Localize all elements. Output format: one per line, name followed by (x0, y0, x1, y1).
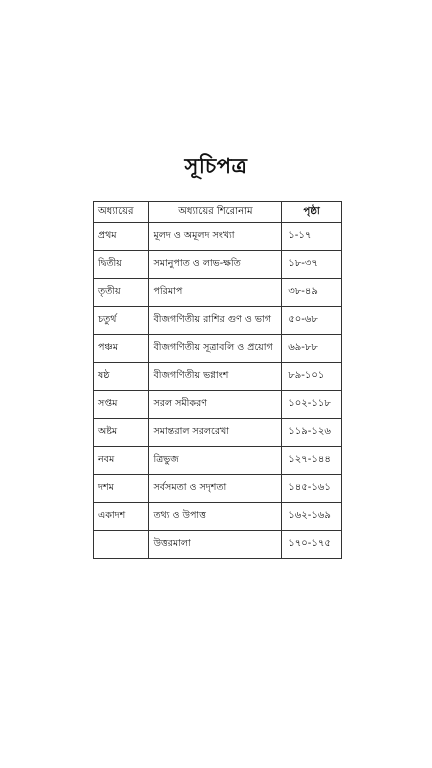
chapter-title-cell: সমান্তরাল সরলরেখা (149, 419, 282, 447)
header-chapter: অধ্যায়ের (94, 202, 149, 223)
chapter-title-cell: তথ্য ও উপাত্ত (149, 503, 282, 531)
chapter-title-cell: মূলদ ও অমূলদ সংখ্যা (149, 223, 282, 251)
chapter-cell: একাদশ (94, 503, 149, 531)
page-range-cell: ৩৮-৪৯ (282, 279, 342, 307)
chapter-title-cell: সরল সমীকরণ (149, 391, 282, 419)
chapter-cell: চতুর্থ (94, 307, 149, 335)
header-page: পৃষ্ঠা (282, 202, 342, 223)
page-range-cell: ১৪৫-১৬১ (282, 475, 342, 503)
page-range-cell: ১৭০-১৭৫ (282, 531, 342, 559)
page-range-cell: ৮৯-১০১ (282, 363, 342, 391)
chapter-cell: দশম (94, 475, 149, 503)
page-range-cell: ১৮-৩৭ (282, 251, 342, 279)
header-chapter-title: অধ্যায়ের শিরোনাম (149, 202, 282, 223)
page-range-cell: ৫০-৬৮ (282, 307, 342, 335)
page-range-cell: ৬৯-৮৮ (282, 335, 342, 363)
chapter-title-cell: বীজগণিতীয় রাশির গুণ ও ভাগ (149, 307, 282, 335)
chapter-cell: অষ্টম (94, 419, 149, 447)
table-row (94, 503, 342, 531)
table-row (94, 363, 342, 391)
table-header-row (94, 202, 342, 223)
chapter-title-cell: সর্বসমতা ও সদৃশতা (149, 475, 282, 503)
chapter-cell: পঞ্চম (94, 335, 149, 363)
chapter-cell: সপ্তম (94, 391, 149, 419)
chapter-title-cell: পরিমাপ (149, 279, 282, 307)
chapter-title-cell: ত্রিভুজ (149, 447, 282, 475)
chapter-title-cell: সমানুপাত ও লাভ-ক্ষতি (149, 251, 282, 279)
table-body (94, 223, 342, 559)
chapter-cell: ষষ্ঠ (94, 363, 149, 391)
table-of-contents (93, 201, 342, 559)
page-range-cell: ১৬২-১৬৯ (282, 503, 342, 531)
page-range-cell: ১১৯-১২৬ (282, 419, 342, 447)
table-row (94, 279, 342, 307)
table-row (94, 475, 342, 503)
page-range-cell: ১০২-১১৮ (282, 391, 342, 419)
page-range-cell: ১২৭-১৪৪ (282, 447, 342, 475)
table-row (94, 335, 342, 363)
chapter-cell (94, 531, 149, 559)
page-title: সূচিপত্র (184, 154, 248, 178)
table-row (94, 251, 342, 279)
chapter-title-cell: বীজগণিতীয় ভগ্নাংশ (149, 363, 282, 391)
chapter-cell: প্রথম (94, 223, 149, 251)
chapter-title-cell: উত্তরমালা (149, 531, 282, 559)
table-row (94, 391, 342, 419)
chapter-cell: দ্বিতীয় (94, 251, 149, 279)
table-row (94, 223, 342, 251)
table-row (94, 447, 342, 475)
chapter-cell: তৃতীয় (94, 279, 149, 307)
chapter-cell: নবম (94, 447, 149, 475)
table-row (94, 307, 342, 335)
page-range-cell: ১-১৭ (282, 223, 342, 251)
table-row (94, 419, 342, 447)
chapter-title-cell: বীজগণিতীয় সূত্রাবলি ও প্রয়োগ (149, 335, 282, 363)
table-row (94, 531, 342, 559)
